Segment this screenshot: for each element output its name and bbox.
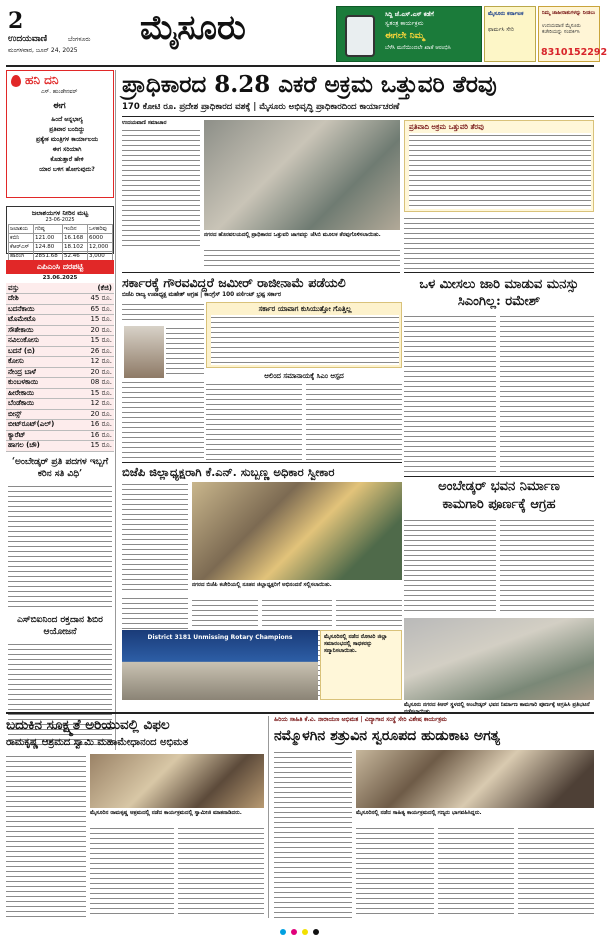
bottom-right-col3: [438, 826, 514, 918]
water-cell: 6000: [87, 234, 112, 243]
water-cell: 121.00: [34, 234, 63, 243]
lead-photo-caption: ನಗರದ ಹೊರವಲಯದಲ್ಲಿ ಪ್ರಾಧಿಕಾರದ ಒತ್ತುವರಿ ಜಾಗವನ್ನು ಜೆಸಿಬಿ ಮೂಲಕ ತೆರವುಗೊಳಿಸಲಾಯಿತು.: [204, 232, 381, 238]
brief-lines: [27, 115, 107, 175]
story4-caption: ಮೈಸೂರು ನಗರದ ಕಿಆರ್‌ ಸ್ಥಳದಲ್ಲಿ ಅಂಬೇಡ್ಕರ್ ಭವನ ನಿರ್ಮಾಣ ಕಾಮಗಾರಿ ಪೂರ್ಣಕ್ಕೆ ಆಗ್ರಹಿಸಿ ಪ್ರತಿಭಟನೆ: [404, 702, 590, 708]
water-cell: 12,000: [87, 243, 112, 252]
story4-body-col2: [500, 518, 594, 614]
ad-bank[interactable]: [336, 6, 482, 62]
lead-body-col3: [404, 216, 594, 270]
hani-dani-box: [6, 70, 114, 198]
rate-price: 15 ರೂ.: [78, 441, 114, 452]
bottom-right-kicker: ಹಿರಿಯ ಸಾಹಿತಿ ಕೆ.ವಿ. ನಾರಾಯಣ ಅಭಿಮತ | ವಿದ್ಯಾಗಾನ ಸಂಸ್ಥೆ ಸೇರಿ ವಿಶೇಷ ಕಾರ್ಯಕ್ರಮ: [274, 716, 447, 723]
story2-body-col1: [122, 302, 204, 324]
water-cell: ಕೆಆರ್‌ಎಸ್: [9, 243, 34, 252]
story4-headline-1: ಅಂಬೇಡ್ಕರ್ ಭವನ ನಿರ್ಮಾಣ: [438, 479, 560, 494]
rate-item: ನೇಂದ್ರ ಬಾಳೆ: [6, 367, 78, 378]
edition-tag: ಬೆಂಗಳೂರು: [68, 36, 91, 43]
apmc-rate-table: [6, 283, 114, 452]
lead-subhead: 170 ಕೋಟಿ ರೂ. ಪ್ರದೇಶ ಪ್ರಾಧಿಕಾರದ ವಶಕ್ಕೆ | ಮೈಸೂರು ಅಭಿವೃದ್ಧಿ ಪ್ರಾಧಿಕಾರದಿಂದ ಕಾರ್ಯಾಚರಣೆ: [122, 102, 400, 112]
rate-price: 20 ರೂ.: [78, 325, 114, 336]
quote-body: [8, 484, 112, 608]
rate-price: 45 ರೂ.: [78, 294, 114, 305]
rate-price: 20 ರೂ.: [78, 367, 114, 378]
bottom-divider: [268, 716, 269, 918]
column-title: ಹನಿ ದನಿ: [25, 73, 59, 87]
rate-item: ಕ್ಯಾರೆಟ್: [6, 430, 78, 441]
rate-row: [6, 409, 114, 420]
story5-caption: ನಗರದ ಬಿಜೆಪಿ ಕಚೇರಿಯಲ್ಲಿ ನೂತನ ಜಿಲ್ಲಾಧ್ಯಕ್ಷರಿಗೆ ಅಭಿನಂದನೆ ಸಲ್ಲಿಸಲಾಯಿತು.: [192, 582, 332, 588]
event-caption: ಮೈಸೂರಿನಲ್ಲಿ ನಡೆದ ರೋಟರಿ ಜಿಲ್ಲಾ ಸಮಾರಂಭದಲ್ಲಿ ಸಾಧಕರನ್ನು ಸನ್ಮಾನಿಸಲಾಯಿತು.: [324, 634, 388, 654]
story2-box-head: ಸರ್ಕಾರ ಯಾವಾಗ ಕುಸಿಯುತ್ತೋ ಗೊತ್ತಿಲ್ಲ: [258, 305, 352, 313]
lead-body-col2: [204, 248, 400, 266]
lead-photo: [204, 120, 400, 230]
apmc-date: 23.06.2025: [42, 275, 78, 281]
rate-item: ಬದನೆಕಾಯಿ: [6, 304, 78, 315]
story5-photo: [192, 482, 402, 580]
rate-row: [6, 294, 114, 305]
drop-icon: [11, 75, 21, 87]
masthead-rule: [6, 65, 594, 67]
rate-item: ಹಾಗಲ (ಚೌ): [6, 441, 78, 452]
water-col: ಇಂದಿನ: [62, 225, 87, 234]
masthead: [6, 6, 607, 64]
bottom-right-col2: [356, 826, 434, 918]
bottom-left-col2: [90, 826, 174, 918]
rate-col-header: ವಸ್ತು: [6, 283, 78, 294]
quote-headline: ‘ಅಂಬೇಡ್ಕರ್ ಪ್ರತಿ ಪದಗಳ ಇಬ್ಬಗೆ ಕರಿನ ಸತಿ ವಿಧಿ’: [11, 457, 109, 479]
story5-body-col1: [122, 482, 188, 592]
rate-item: ಬೀಟ್‌ರೂಟ್(ಎಲ್): [6, 420, 78, 431]
water-cell: 18.102: [62, 243, 87, 252]
brief-line: ಪ್ರತಿವಾರ ಬಂದಿದ್ದು: [49, 126, 85, 133]
story2-rule: [122, 272, 400, 273]
bottom-left-headline: ಬದುಕಿನ ಸೂಕ್ಷ್ಮತೆ ಅರಿಯುವಲ್ಲಿ ವಿಫಲ: [6, 717, 170, 733]
story2-subhead: ಬಿಜೆಪಿ ರಾಜ್ಯ ಉಪಾಧ್ಯಕ್ಷ ಮಹೇಶ್ ಆಗ್ರಹ | ಕಾಂಗ್ರೆಸ್ 100 ಪರ್ಸೆಂಟ್ ಭ್ರಷ್ಟ ಸರ್ಕಾರ: [122, 292, 281, 298]
ad-pharmacy[interactable]: [484, 6, 536, 62]
story3-body-col2: [500, 314, 594, 474]
ad-classified-line2: ಉದಯವಾಣಿ ಮೈಸೂರು ಕಚೇರಿಯನ್ನು ಸಂಪರ್ಕಿಸಿ: [542, 23, 581, 35]
ad-classified-phone: 8310152292: [541, 47, 607, 58]
bottom-right-caption: ಮೈಸೂರಿನಲ್ಲಿ ನಡೆದ ಸಾಹಿತ್ಯ ಕಾರ್ಯಕ್ರಮದಲ್ಲಿ ಗಣ್ಯರು ಭಾಗವಹಿಸಿದ್ದರು.: [356, 810, 482, 816]
story5-headline: ಬಿಜೆಪಿ ಜಿಲ್ಲಾಧ್ಯಕ್ಷರಾಗಿ ಕೆ.ಎನ್. ಸುಬ್ಬಣ್ಣ ಅಧಿಕಾರ ಸ್ವೀಕಾರ: [122, 465, 335, 479]
rate-row: [6, 430, 114, 441]
story4-rule: [404, 476, 594, 477]
story2-body-col1c: [122, 380, 204, 460]
rate-row: [6, 315, 114, 326]
water-cell: 52.46: [62, 252, 87, 261]
bottom-right-col1: [274, 750, 352, 918]
story3-rule: [404, 272, 594, 273]
story5-body-col5: [336, 598, 402, 626]
print-registration-marks: [280, 920, 320, 926]
rate-price: 12 ರೂ.: [78, 399, 114, 410]
bottom-rule: [6, 712, 594, 714]
apmc-box: [6, 260, 114, 450]
water-title: ಜಲಾಶಯಗಳ ನೀರಿನ ಮಟ್ಟ: [31, 209, 89, 217]
rate-item: ಬೀನ್ಸ್: [6, 409, 78, 420]
phone-icon: [345, 15, 375, 57]
lead-sidebar-body: [409, 133, 591, 209]
story2-headline: ಸರ್ಕಾರಕ್ಕೆ ಗೌರವವಿದ್ದರೆ ಜಮೀರ್ ರಾಜೀನಾಮೆ ಪಡೆಯಲಿ: [122, 275, 346, 290]
page-number: 2: [8, 8, 24, 34]
bottom-left-subhead: ರಾಮಕೃಷ್ಣ ಆಶ್ರಮದ ಸ್ವಾಮಿ ಮಹಾಮೇಧಾನಂದ ಅಭಿಮತ: [6, 737, 189, 748]
rate-row: [6, 378, 114, 389]
story3-body-col1: [404, 314, 496, 474]
brand-name: ಉದಯವಾಣಿ: [8, 34, 48, 44]
lead-dateline: ಉದಯವಾಣಿ ಸಮಾಚಾರ: [122, 120, 167, 126]
rate-item: ಬದನೆ (ಬಿ): [6, 346, 78, 357]
story3-headline: ಒಳ ಮೀಸಲು ಜಾರಿ ಮಾಡುವ ಮನಸ್ಸು ಸಿಎಂಗಿಲ್ಲ: ರಮೇಶ್: [419, 277, 579, 309]
story4-headline-2: ಕಾಮಗಾರಿ ಪೂರ್ಣಕ್ಕೆ ಆಗ್ರಹ: [442, 497, 556, 512]
water-cell: 3,000: [87, 252, 112, 261]
rate-row: [6, 388, 114, 399]
ad-bank-tag: ಬೆಳೆಸಿ ಮನೆಯಿಂದಲೇ ಖಾತೆ ಆರಂಭಿಸಿ: [385, 45, 451, 51]
section-title: ಮೈಸೂರು: [140, 8, 246, 48]
ad-classified[interactable]: [538, 6, 607, 62]
rate-row: [6, 325, 114, 336]
event-banner: District 3181 Unmissing Rotary Champions: [147, 634, 293, 641]
rate-row: [6, 441, 114, 452]
rate-price: 12 ರೂ.: [78, 357, 114, 368]
rate-row: [6, 336, 114, 347]
story2-box: [206, 302, 402, 368]
rate-row: [6, 367, 114, 378]
rate-price: 08 ರೂ.: [78, 378, 114, 389]
brief2-headline: ಎಸ್‌ಬಿಐನಿಂದ ರಕ್ತದಾನ ಶಿಬಿರ ಆಯೋಜನೆ: [17, 615, 103, 637]
rate-price: 16 ರೂ.: [78, 420, 114, 431]
bottom-right-headline: ನಮ್ಮೊಳಗಿನ ಶತ್ರುವಿನ ಸ್ವರೂಪದ ಹುಡುಕಾಟ ಅಗತ್ಯ: [274, 728, 501, 744]
rate-row: [6, 357, 114, 368]
rate-item: ದೇಶಿ: [6, 294, 78, 305]
water-col: ಜಲಾಶಯ: [9, 225, 34, 234]
water-level-box: [6, 206, 114, 259]
rate-item: ಹೀರೇಕಾಯಿ: [6, 388, 78, 399]
rate-item: ಕೋಸು: [6, 357, 78, 368]
rate-item: ನವಿಲುಕೋಸು: [6, 336, 78, 347]
ad-pharmacy-line1: ಮೈಸೂರು ಕರ್ನಾಟಕ: [488, 11, 524, 17]
brief-line: ಪ್ರತ್ಯೇಕ ಮಂತ್ರಿಗಳ ಕಾರ್ಯಾಲಯ: [35, 136, 99, 143]
water-cell: ಕಬಿನಿ: [9, 234, 34, 243]
brief-headline: ಈಗ: [53, 101, 66, 111]
story2-box2-head: ಆಲಿಂದ ಸಮಾನಾಯಕ್ಕೆ ಸಿಎಂ ಆಸ್ಪದ: [264, 372, 344, 380]
rate-price: 16 ರೂ.: [78, 430, 114, 441]
story2-body-col3: [306, 382, 402, 460]
brief-line: ಹಿಂದೆ ಅನ್ನಭಾಗ್ಯ: [51, 116, 83, 123]
water-table: [8, 224, 113, 261]
rate-header-row: [6, 283, 114, 294]
lead-rule: [122, 116, 594, 117]
water-col: ಗರಿಷ್ಠ: [34, 225, 63, 234]
rate-row: [6, 304, 114, 315]
event-caption-box: [320, 630, 402, 700]
column-byline: ಎಸ್. ಹುಂಡೇನವರ್: [41, 89, 78, 95]
water-cell: ಹಾರಂಗಿ: [9, 252, 34, 261]
rate-price: 15 ರೂ.: [78, 388, 114, 399]
ad-classified-line1: ನಿಮ್ಮ ಜಾಹೀರಾತುಗಳನ್ನು ನೀಡಲು: [542, 10, 596, 16]
bottom-left-col3: [178, 826, 264, 918]
rate-col-header: (ಕೆಜಿ): [78, 283, 114, 294]
ad-pharmacy-line2: ಫಾರ್ಮಸಿ ಸೇರಿ: [488, 27, 514, 33]
left-sidebar: [6, 70, 116, 750]
water-cell: 124.80: [34, 243, 63, 252]
water-cell: 16.168: [62, 234, 87, 243]
water-date: 23-06-2025: [45, 217, 75, 223]
story2-body-col2: [206, 382, 302, 460]
water-cell: 2851.68: [34, 252, 63, 261]
ad-bank-line2: ಸ್ವತಂತ್ರ ಕಾರ್ಯಕ್ರಮ: [385, 20, 424, 27]
ad-bank-brand: ಈಗಲೇ ನಿಮ್ಮ: [385, 31, 425, 41]
story5-rule: [122, 462, 402, 463]
bottom-right-photo: [356, 750, 594, 808]
rate-row: [6, 399, 114, 410]
story2-body-col1b: [166, 326, 204, 378]
rate-price: 15 ರೂ.: [78, 336, 114, 347]
rate-item: ಟೊಮೇಟೊ: [6, 315, 78, 326]
story4-body-col1: [404, 518, 496, 614]
rate-price: 15 ರೂ.: [78, 315, 114, 326]
rate-item: ಸೌತೇಕಾಯಿ: [6, 325, 78, 336]
lead-body-col1: [122, 128, 200, 250]
rate-row: [6, 346, 114, 357]
brief-line: ಕೊಡುತ್ತಾರೆ ಹೇಳಿ: [50, 156, 84, 163]
story2-box-body: [211, 315, 399, 365]
event-photo: [122, 630, 318, 700]
bottom-right-col4: [518, 826, 594, 918]
lead-sidebar-head: ಪ್ರತಿವಾದಿ ಅಕ್ರಮ ಒತ್ತುವರಿ ತೆರವು: [409, 123, 484, 131]
brief-line: ಈಗ ಸರಿಯಾಗಿ: [52, 146, 82, 153]
rate-price: 20 ರೂ.: [78, 409, 114, 420]
issue-date: ಮಂಗಳವಾರ, ಜೂನ್ 24, 2025: [8, 47, 78, 54]
bottom-left-caption: ಮೈಸೂರಿನ ರಾಮಕೃಷ್ಣ ಆಶ್ರಮದಲ್ಲಿ ನಡೆದ ಕಾರ್ಯಕ್ರಮದಲ್ಲಿ ಸ್ವಾಮೀಜಿ ಮಾತನಾಡಿದರು.: [90, 810, 242, 816]
bottom-left-photo: [90, 754, 264, 808]
lead-headline: ಪ್ರಾಧಿಕಾರದ 8.28 ಎಕರೆ ಅಕ್ರಮ ಒತ್ತುವರಿ ತೆರವು: [122, 71, 497, 98]
rate-item: ಕುಂಬಳಕಾಯಿ: [6, 378, 78, 389]
lead-sidebar-box: [404, 120, 594, 212]
brief-line: ಯಾರ ಬಳಿಗ ಹೋಗುವುದು?: [39, 166, 95, 173]
water-col: ಒಳಹರಿವು: [87, 225, 112, 234]
rate-price: 26 ರೂ.: [78, 346, 114, 357]
ad-bank-line1: ಸಿದ್ದಿ ಜೆ.ಎಸ್.ಎಸ್‌ ಕಡೆಗೆ: [385, 11, 434, 18]
rate-price: 65 ರೂ.: [78, 304, 114, 315]
rate-row: [6, 420, 114, 431]
story2-portrait: [124, 326, 164, 378]
bottom-left-col1: [6, 754, 86, 918]
rate-item: ಬೆಂಡೆಕಾಯಿ: [6, 399, 78, 410]
apmc-title: ಎಪಿಎಂಸಿ ದರಪಟ್ಟಿ: [6, 260, 114, 274]
story4-photo: [404, 618, 594, 700]
